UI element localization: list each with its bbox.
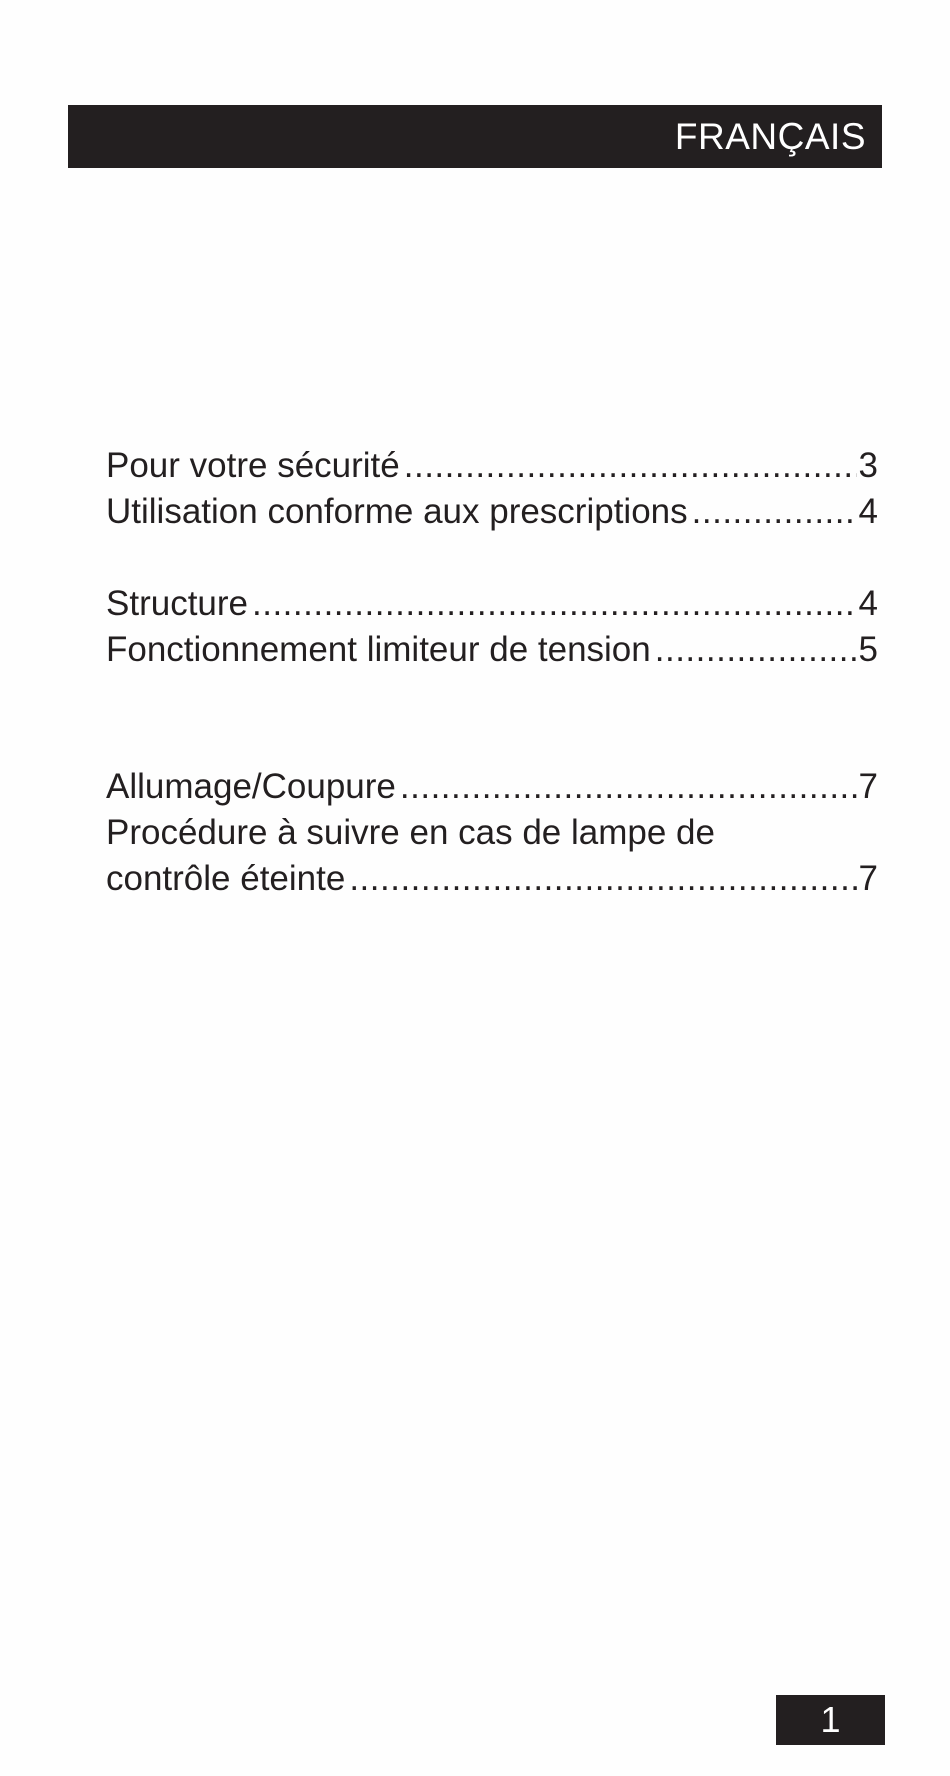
toc-leader-dots: [400, 764, 857, 810]
toc-spacer: [106, 535, 878, 581]
toc-entry-title: Fonctionnement limiteur de tension: [106, 630, 651, 669]
toc-entry[interactable]: [106, 764, 878, 810]
toc-entry[interactable]: [106, 627, 878, 673]
toc-entry[interactable]: [106, 489, 878, 535]
toc-entry[interactable]: [106, 443, 878, 489]
toc-group-structure: [106, 581, 878, 673]
toc-entry-title-line2: contrôle éteinte: [106, 859, 346, 898]
toc-spacer: [106, 673, 878, 764]
toc-leader-dots: [655, 627, 857, 673]
page-number: 1: [820, 1699, 841, 1740]
toc-leader-dots: [692, 489, 857, 535]
toc-leader-dots: [252, 581, 857, 627]
table-of-contents: [106, 443, 878, 902]
toc-entry-page: 4: [858, 584, 878, 623]
page-number-badge: [776, 1695, 885, 1745]
toc-leader-dots: [349, 856, 856, 902]
toc-entry[interactable]: [106, 581, 878, 627]
toc-entry-page: 7: [858, 859, 878, 898]
toc-entry-title-line1: Procédure à suivre en cas de lampe de: [106, 813, 715, 852]
language-header-bar: [68, 105, 882, 168]
toc-entry-page: 7: [858, 767, 878, 806]
toc-entry-continuation: [106, 856, 878, 902]
toc-entry-page: 5: [858, 630, 878, 669]
toc-entry-page: 3: [858, 446, 878, 485]
toc-entry-page: 4: [858, 492, 878, 531]
toc-entry-title: Pour votre sécurité: [106, 446, 400, 485]
toc-entry-title: Allumage/Coupure: [106, 767, 396, 806]
toc-entry-title: Utilisation conforme aux prescriptions: [106, 492, 688, 531]
language-label: FRANÇAIS: [674, 116, 866, 157]
toc-leader-dots: [404, 443, 857, 489]
toc-group-safety: [106, 443, 878, 535]
toc-group-operation: [106, 764, 878, 902]
toc-entry-title: Structure: [106, 584, 248, 623]
toc-entry[interactable]: [106, 810, 878, 902]
